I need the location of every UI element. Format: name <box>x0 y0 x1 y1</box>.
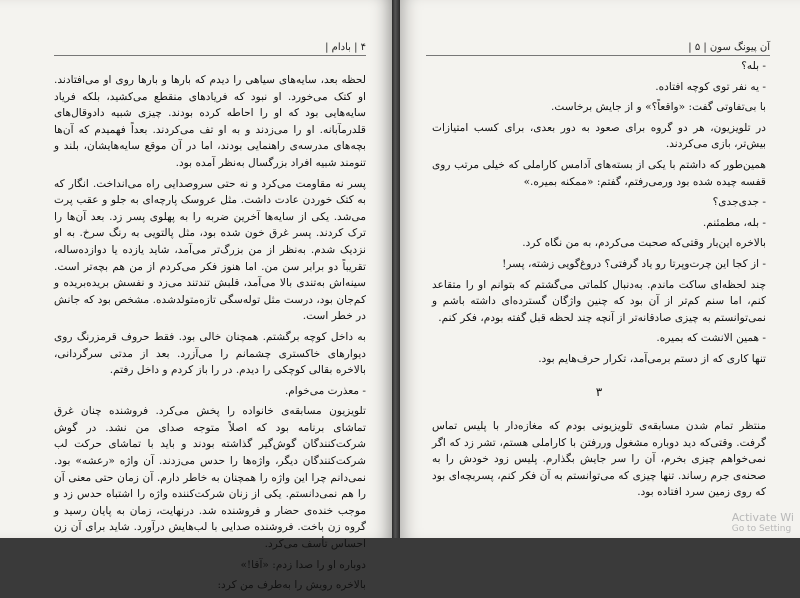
paragraph: پسر نه مقاومت می‌کرد و نه حتی سروصدایی راه می‌انداخت. انگار که به کتک خوردن عادت داشت. مثل عروسک پارچه‌ای به جلو و عقب پرت می‌شد. یکی از سایه‌ها آخرین ضربه را به پهلوی پسر زد. بعد آن‌ها را ترک کردند. پسر غرق خون شده بود، مثل پالتویی به رنگ سرخ. به او نزدیک شدم. به‌نظر از من بزرگ‌تر می‌آمد، شاید یازده یا دوازده‌ساله، تقریباً دو برابر سن من. اما هنوز فکر می‌کردم از من هم بچه‌تر است. سینه‌اش به‌تندی بالا می‌آمد، قلبش تندتند می‌زد و نفسش بریده‌بریده و کم‌جان بود، درست مثل توله‌سگی تازه‌متولدشده. مشخص بود که جانش در خطر است. <box>54 177 366 323</box>
right-page-text <box>432 58 766 505</box>
paragraph: تلویزیون مسابقه‌ی خانواده را پخش می‌کرد. فروشنده چنان غرق تماشای برنامه بود که اصلاً متوجه صدای من نشد. در گوش شرکت‌کنندگان گوش‌گیر گذاشته بودند و باید با تماشای حرکت لب شرکت‌کنندگان دیگر، واژه‌ها را حدس می‌زدند. آن واژه «رعشه» بود. نمی‌دانم چرا این واژه را همچنان به خاطر دارم. آن زمان حتی معنی آن را هم نمی‌دانستم. یکی از زنان شرکت‌کننده واژه را اشتباه حدس زد و موجب خنده‌ی حضار و فروشنده شد. درنهایت، زمان به پایان رسید و گروه زن باخت. فروشنده صدایی با لب‌هایش درآورد. شاید برای آن زن احساس تأسف می‌کرد. <box>54 405 366 551</box>
paragraph: - از کجا این چرت‌وپرتا رو یاد گرفتی؟ دروغ‌گویی زشته، پسر! <box>502 257 766 270</box>
activate-windows-watermark <box>732 511 794 534</box>
watermark-line-2: Go to Setting <box>731 524 792 534</box>
paragraph: لحظه بعد، سایه‌های سیاهی را دیدم که بارها و بارها روی او می‌افتادند. او کتک می‌خورد. او نبود که فریادهای منقطع می‌کشید، بلکه فریاد سایه‌هایی بود که او را احاطه کرده بودند. چیزی شبیه دادوقال‌های قلدرمآبانه. او را می‌زدند و به او تف می‌کردند. بعداً فهمیدم که آن‌ها بچه‌های مدرسه‌ی راهنمایی بودند، اما در آن موقع سایه‌هایشان، بلند و تنومند شبیه افراد بزرگسال به‌نظر آمده بود. <box>54 74 366 169</box>
book-gutter <box>392 0 400 538</box>
paragraph: در تلویزیون، هر دو گروه برای صعود به دور بعدی، برای کسب امتیازات بیش‌تر، بازی می‌کردند. <box>432 121 766 151</box>
left-page-header: ۴ | بادام | <box>54 42 366 56</box>
right-page-header: آن پیونگ سون | ۵ | <box>426 42 770 56</box>
paragraph: با بی‌تفاوتی گفت: «واقعاً؟» و از جایش برخاست. <box>551 101 766 114</box>
paragraph: تنها کاری که از دستم برمی‌آمد، تکرار حرف‌هایم بود. <box>538 352 766 365</box>
paragraph: به داخل کوچه برگشتم. همچنان خالی بود. فقط حروف قرمزرنگ روی دیوارهای خاکستری چشمانم را می‌آزرد. بعد از مدتی سرگردانی، بالاخره بقالی کوچکی را دیدم. در را باز کردم و داخل رفتم. <box>54 330 366 377</box>
paragraph: - یه نفر توی کوچه افتاده. <box>655 80 766 93</box>
chapter-number: ۳ <box>595 384 603 399</box>
left-page <box>0 0 392 592</box>
paragraph: - معذرت می‌خوام. <box>284 384 366 397</box>
paragraph: - جدی‌جدی؟ <box>712 196 766 209</box>
paragraph: بالاخره رویش را به‌طرف من کرد: <box>217 579 366 592</box>
paragraph: همین‌طور که داشتم با یکی از بسته‌های آدامس کاراملی که خیلی مرتب روی قفسه چیده شده بود ورمی‌رفتم، گفتم: «ممکنه بمیره.» <box>432 158 766 188</box>
paragraph: چند لحظه‌ای ساکت ماندم. به‌دنبال کلماتی می‌گشتم که بتوانم او را متقاعد کنم، اما سنم کم‌تر از آن بود که چنین واژگان گسترده‌ای داشته باشم و نمی‌توانستم به چیزی صادقانه‌تر از آنچه چند لحظه قبل گفته بودم، فکر کنم. <box>432 278 766 324</box>
paragraph: دوباره او را صدا زدم: «آقا!» <box>240 558 366 571</box>
paragraph: - همین الانشت که بمیره. <box>656 332 766 345</box>
paragraph: - بله، مطمئنم. <box>702 216 766 229</box>
right-page <box>400 0 800 538</box>
paragraph: - بله؟ <box>741 60 766 72</box>
paragraph: منتظر تمام شدن مسابقه‌ی تلویزیونی بودم که مغازه‌دار با پلیس تماس گرفت. وقتی‌که دید دوباره مشغول وررفتن با کاراملی هستم، تشر زد که اگر نمی‌خواهم چیزی بخرم، آن را سر جایش بگذارم. پلیس زود خودش را به صحنه‌ی جرم رساند. تنها چیزی که می‌توانستم به آن فکر کنم، پسربچه‌ای بود که روی زمین سرد افتاده بود. <box>432 420 766 499</box>
left-page-text <box>54 72 366 598</box>
watermark-line-1: Activate Wi <box>731 511 794 524</box>
paragraph: بالاخره این‌بار وقتی‌که صحبت می‌کردم، به من نگاه کرد. <box>522 237 766 250</box>
